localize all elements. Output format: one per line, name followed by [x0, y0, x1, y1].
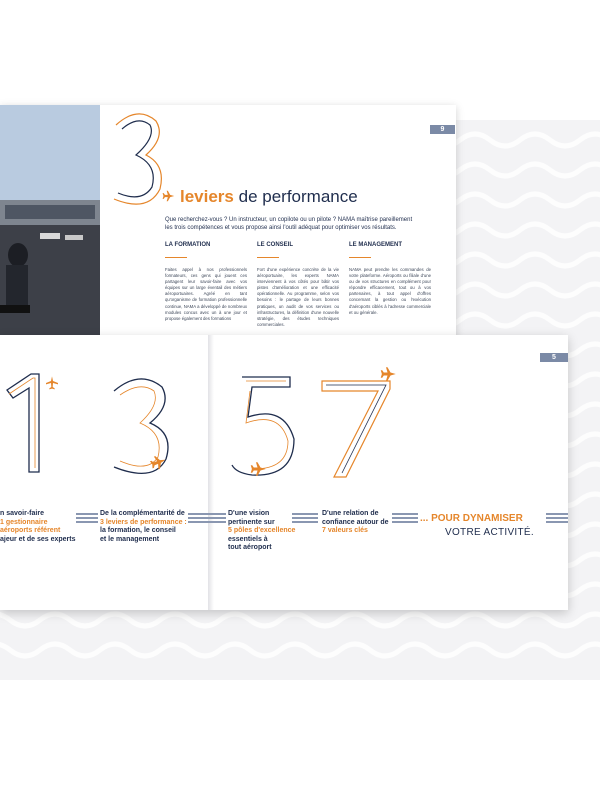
column-text-conseil: Fort d'une expérience concrète de la vie aéroportuaire, les experts NAMA interviennent à vos côtés pour bâtir vos pistes d'amélioration et une efficacité opérationnelle. Au programme, selon vos besoins : le partage de leurs bonnes pratiques, un audit de vos services ou infrastructures, la définition d'une nouvelle stratégie, des études techniques commerciales.	[257, 267, 339, 327]
caption-line: et le management	[100, 535, 160, 543]
caption-line: pertinente sur	[228, 518, 275, 526]
airplane-icon	[162, 189, 176, 203]
big-numeral-7-outline	[318, 377, 398, 487]
divider	[349, 257, 371, 258]
headline	[180, 187, 358, 207]
caption-line: D'une relation de	[322, 510, 379, 517]
airplane-icon	[150, 453, 168, 471]
caption-4	[322, 510, 402, 536]
decorative-lines	[546, 513, 568, 525]
caption-line: De la complémentarité de	[100, 510, 185, 517]
page-number-tab: 5	[540, 353, 568, 362]
big-numeral-1-outline	[5, 370, 75, 480]
column-title-management: LE MANAGEMENT	[349, 242, 402, 248]
airplane-icon	[44, 375, 60, 391]
headline-rest: de performance	[233, 187, 358, 206]
intro-line-2: les trois compétences et vous propose ainsi l'outil adéquat pour optimiser vos résultats.	[165, 225, 397, 231]
brochure-page-top	[0, 105, 456, 345]
intro-line-1: Que recherchez-vous ? Un instructeur, un copilote ou un pilote ? NAMA maîtrise pareillement	[165, 217, 413, 223]
caption-line: aéroports référent	[0, 527, 61, 535]
column-text-management: NAMA peut prendre les commandes de votre plateforme. Aéroports ou filiale d'une ou de vos structures en complément pour répondre efficacement, tout ou à vos partenaires, à tout appel d'offres concernant la gestion ou l'exécution d'aéroports ciblés à l'adresse commerciale et ou générale.	[349, 267, 431, 315]
caption-line: tout aéroport	[228, 544, 272, 552]
caption-line: 7 valeurs clés	[322, 527, 368, 535]
caption-line: 5 pôles d'excellence	[228, 527, 296, 535]
column-title-formation: LA FORMATION	[165, 242, 211, 248]
page-fold	[208, 335, 214, 610]
tagline-line-1: ... POUR DYNAMISER	[420, 513, 523, 524]
caption-line: n savoir-faire	[0, 510, 44, 517]
airplane-icon	[250, 460, 268, 478]
caption-line: ajeur et de ses experts	[0, 535, 76, 543]
page-number-tab: 9	[430, 125, 455, 134]
brochure-page-bottom	[0, 335, 568, 610]
caption-line: 1 gestionnaire	[0, 518, 48, 526]
caption-line: confiance autour de	[322, 518, 389, 526]
caption-line: D'une vision	[228, 510, 270, 517]
column-text-formation: Faites appel à nos professionnels formateurs, ces gens qui jouent ces partagent leur savoir-faire avec vos équipes sur un large éventail des métiers aéroportuaires. Agréé en tant qu'organisme de formation professionnelle continue, NAMA a développé de nombreux modules concus avec un à une jour et propose également des formations	[165, 267, 247, 321]
intro-paragraph	[165, 216, 455, 232]
big-numeral-3-outline	[108, 107, 168, 212]
airplane-icon	[380, 365, 398, 383]
headline-highlight: leviers	[180, 187, 234, 206]
decorative-lines	[292, 513, 318, 525]
caption-line: essentiels à	[228, 535, 268, 543]
big-numeral-3-outline	[110, 373, 180, 483]
tagline-line-2: VOTRE ACTIVITÉ.	[445, 527, 534, 538]
caption-line: la formation, le conseil	[100, 527, 176, 535]
caption-line: 3 leviers de performance :	[100, 518, 187, 526]
column-title-conseil: LE CONSEIL	[257, 242, 294, 248]
decorative-lines	[188, 513, 226, 525]
decorative-lines	[76, 513, 98, 525]
decorative-lines	[392, 513, 418, 525]
divider	[165, 257, 187, 258]
divider	[257, 257, 279, 258]
airport-photo	[0, 105, 100, 345]
